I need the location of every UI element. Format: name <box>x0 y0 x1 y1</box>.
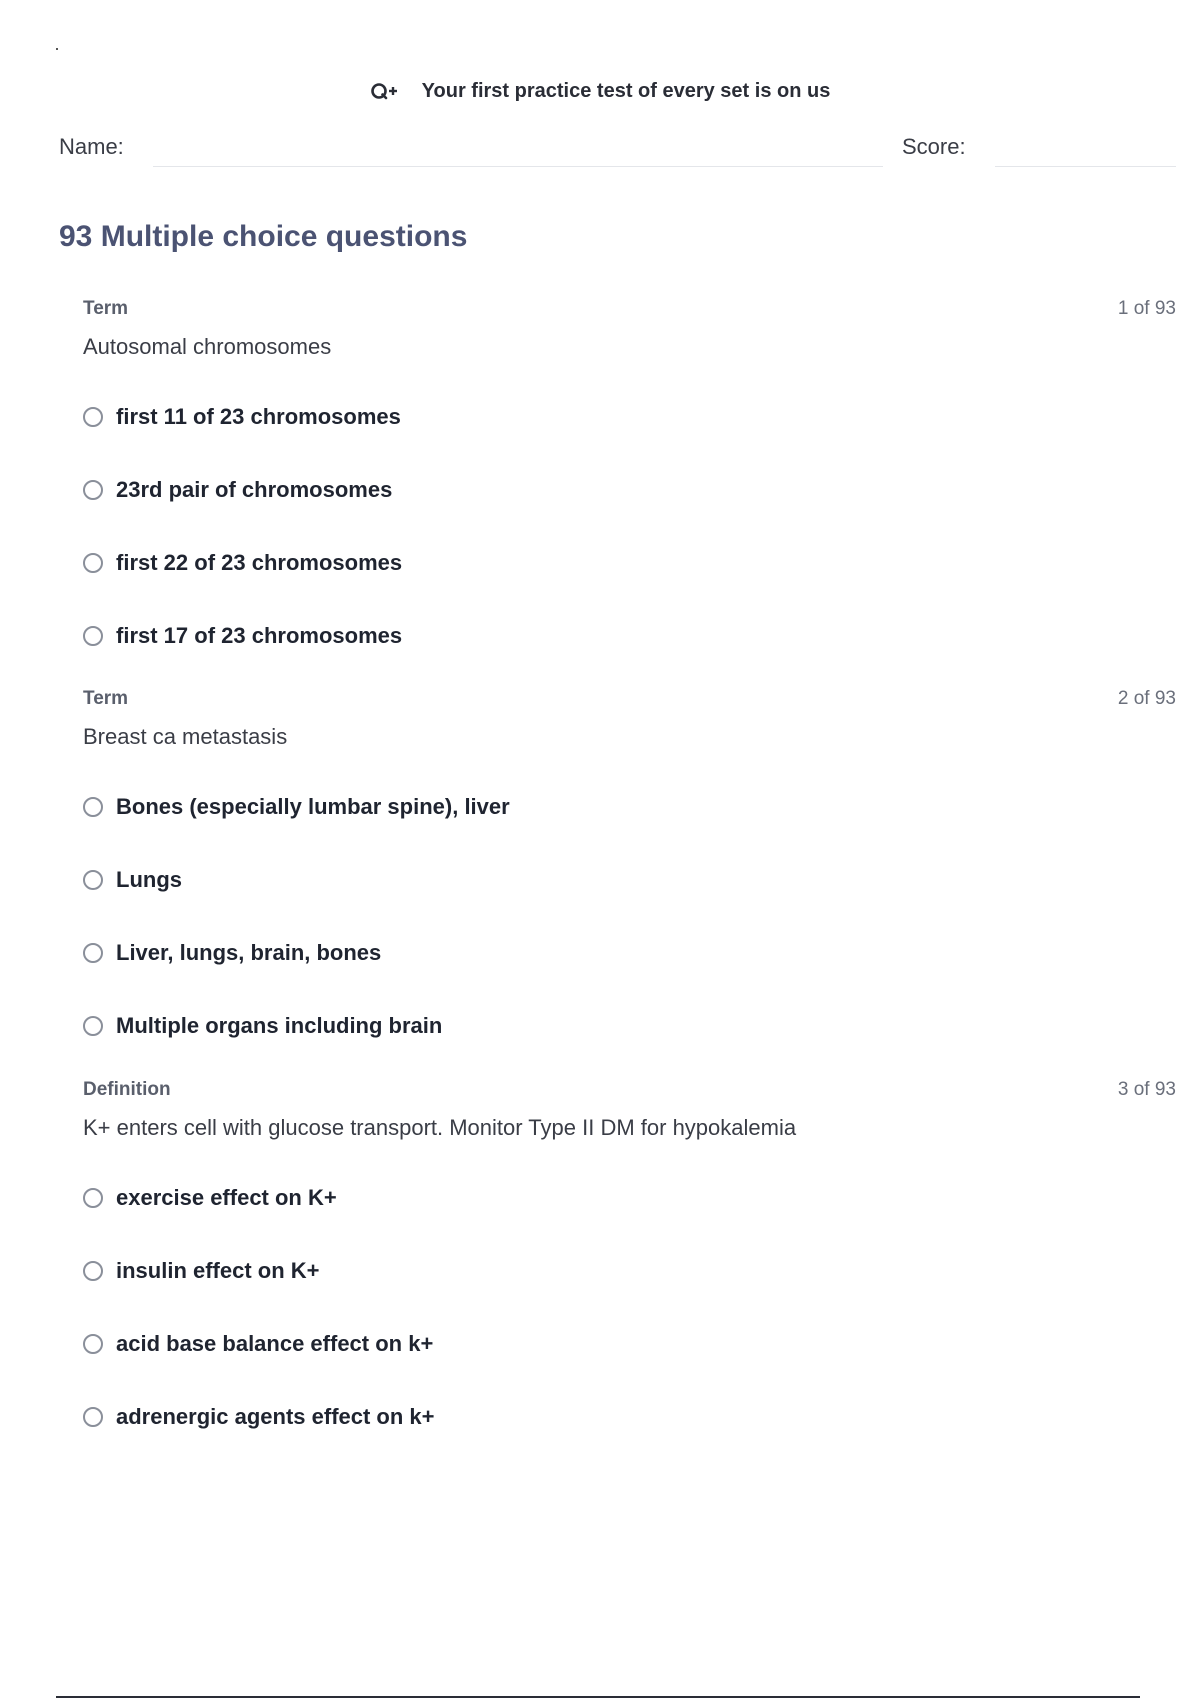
radio-button[interactable] <box>83 797 103 817</box>
answer-option[interactable] <box>83 599 1176 672</box>
radio-button[interactable] <box>83 626 103 646</box>
radio-button[interactable] <box>83 943 103 963</box>
name-field[interactable] <box>153 166 883 167</box>
question-kind: Term <box>83 688 129 709</box>
radio-button[interactable] <box>83 553 103 573</box>
name-label: Name: <box>59 134 124 159</box>
answer-option[interactable] <box>83 526 1176 599</box>
score-field[interactable] <box>995 166 1176 167</box>
score-label: Score: <box>902 134 966 159</box>
question-kind: Term <box>83 298 129 319</box>
answer-option-label: first 17 of 23 chromosomes <box>116 622 403 648</box>
answer-option[interactable] <box>83 1161 1176 1234</box>
answer-option[interactable] <box>83 1234 1176 1307</box>
question-prompt: K+ enters cell with glucose transport. Monitor Type II DM for hypokalemia <box>83 1115 797 1140</box>
answer-option-label: exercise effect on K+ <box>116 1184 337 1210</box>
question-counter: 2 of 93 <box>1117 688 1176 709</box>
answer-option-label: adrenergic agents effect on k+ <box>116 1403 435 1429</box>
question-header <box>83 688 1176 712</box>
question-prompt: Autosomal chromosomes <box>83 334 332 359</box>
answer-option[interactable] <box>83 453 1176 526</box>
answer-option[interactable] <box>83 843 1176 916</box>
answer-option[interactable] <box>83 989 1176 1062</box>
radio-button[interactable] <box>83 870 103 890</box>
answer-option-label: Lungs <box>116 866 182 892</box>
stray-dot <box>56 48 58 50</box>
answer-options <box>83 380 1176 672</box>
name-score-row <box>59 134 1176 170</box>
radio-button[interactable] <box>83 1334 103 1354</box>
answer-option-label: Liver, lungs, brain, bones <box>116 939 382 965</box>
bottom-divider <box>56 1696 1140 1698</box>
question-counter: 1 of 93 <box>1117 298 1176 319</box>
answer-option-label: insulin effect on K+ <box>116 1257 320 1283</box>
section-title: 93 Multiple choice questions <box>59 220 468 253</box>
answer-option-label: 23rd pair of chromosomes <box>116 476 393 502</box>
answer-option[interactable] <box>83 1380 1176 1453</box>
answer-option-label: acid base balance effect on k+ <box>116 1330 434 1356</box>
answer-options <box>83 1161 1176 1453</box>
answer-option-label: first 22 of 23 chromosomes <box>116 549 403 575</box>
radio-button[interactable] <box>83 407 103 427</box>
question-block <box>83 298 1176 672</box>
answer-options <box>83 770 1176 1062</box>
answer-option-label: Multiple organs including brain <box>116 1012 443 1038</box>
promo-text: Your first practice test of every set is on us <box>421 80 831 102</box>
promo-banner[interactable] <box>0 80 1200 103</box>
answer-option[interactable] <box>83 916 1176 989</box>
answer-option[interactable] <box>83 1307 1176 1380</box>
radio-button[interactable] <box>83 1261 103 1281</box>
answer-option[interactable] <box>83 380 1176 453</box>
question-kind: Definition <box>83 1079 171 1100</box>
radio-button[interactable] <box>83 480 103 500</box>
question-block <box>83 1079 1176 1453</box>
answer-option-label: Bones (especially lumbar spine), liver <box>116 793 510 819</box>
radio-button[interactable] <box>83 1188 103 1208</box>
question-header <box>83 298 1176 322</box>
radio-button[interactable] <box>83 1407 103 1427</box>
question-header <box>83 1079 1176 1103</box>
answer-option[interactable] <box>83 770 1176 843</box>
q-plus-icon <box>370 81 398 103</box>
question-prompt: Breast ca metastasis <box>83 724 288 749</box>
question-block <box>83 688 1176 1062</box>
answer-option-label: first 11 of 23 chromosomes <box>116 403 401 429</box>
radio-button[interactable] <box>83 1016 103 1036</box>
question-counter: 3 of 93 <box>1117 1079 1176 1100</box>
